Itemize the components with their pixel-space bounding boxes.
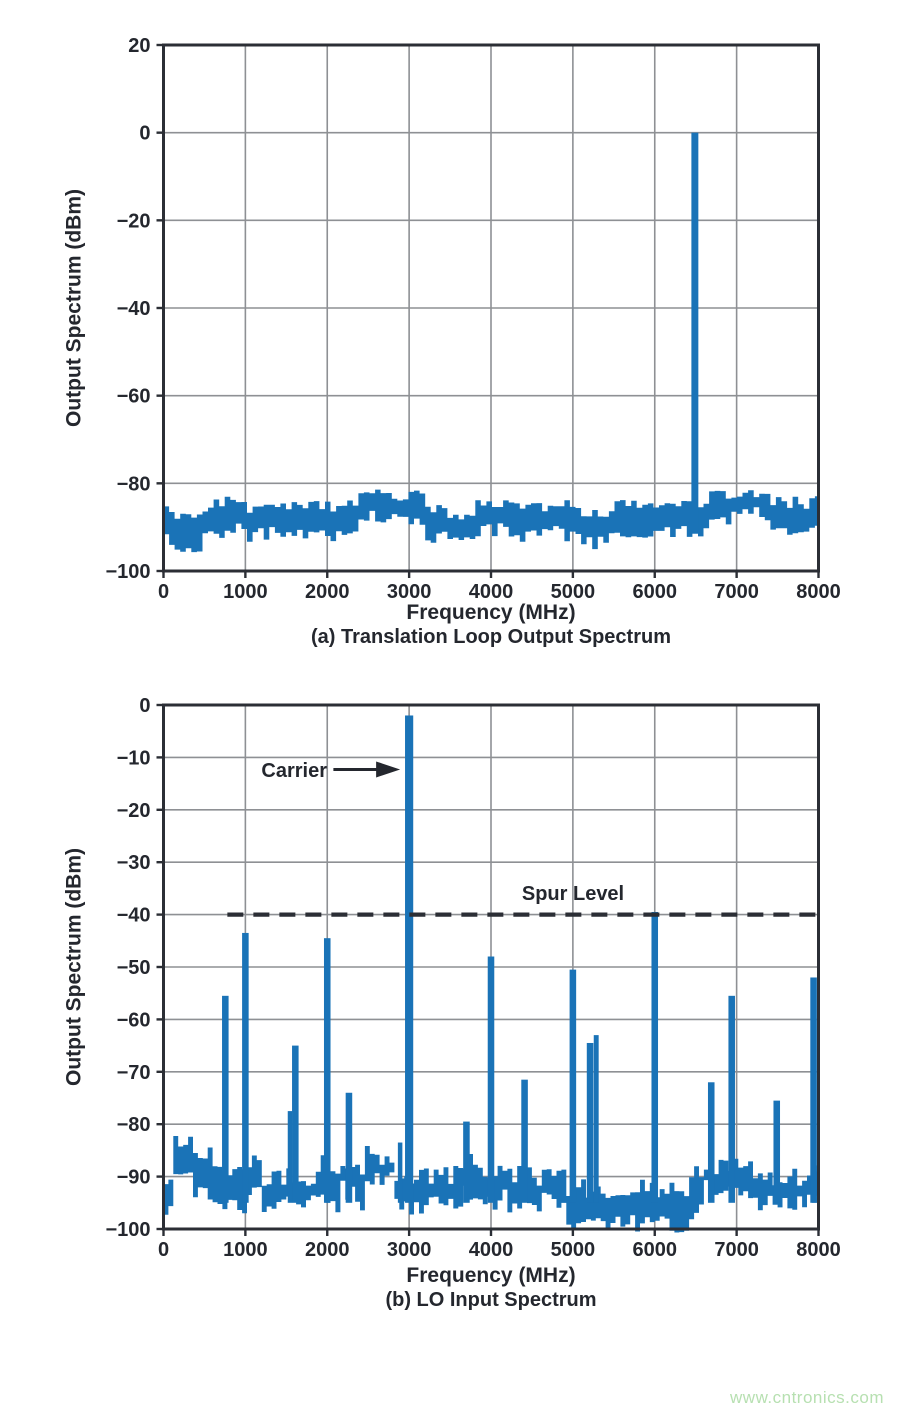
spectrum-spur <box>324 938 331 1203</box>
spectrum-spur <box>242 933 249 1203</box>
chart-a-y-axis-title: Output Spectrum (dBm) <box>62 189 86 427</box>
svg-text:−20: −20 <box>116 210 151 233</box>
chart-b-x-axis-title: Frequency (MHz) <box>406 1264 576 1287</box>
svg-text:2000: 2000 <box>305 581 350 603</box>
spectrum-spur <box>346 1093 353 1203</box>
carrier-annotation-label: Carrier <box>261 760 327 782</box>
spectrum-spur <box>773 1101 780 1203</box>
svg-text:4000: 4000 <box>468 1239 514 1261</box>
spectrum-spur <box>405 715 413 1202</box>
svg-text:−80: −80 <box>116 473 151 496</box>
svg-text:−40: −40 <box>116 298 151 320</box>
svg-text:−100: −100 <box>105 1219 151 1241</box>
svg-text:5000: 5000 <box>550 581 596 603</box>
spectrum-spur <box>651 912 658 1203</box>
svg-text:5000: 5000 <box>550 1239 596 1261</box>
svg-text:0: 0 <box>157 1239 170 1261</box>
svg-text:2000: 2000 <box>305 1239 350 1261</box>
svg-text:−60: −60 <box>116 385 151 408</box>
svg-text:6000: 6000 <box>632 1239 677 1261</box>
svg-text:−50: −50 <box>116 957 151 979</box>
svg-text:1000: 1000 <box>223 1239 268 1261</box>
spectrum-spur <box>222 996 229 1203</box>
spectrum-spur <box>292 1046 299 1203</box>
svg-text:−30: −30 <box>116 852 151 875</box>
svg-text:3000: 3000 <box>386 1239 432 1261</box>
spectrum-spur <box>587 1043 594 1203</box>
svg-text:0: 0 <box>139 695 151 717</box>
svg-text:20: 20 <box>128 35 151 57</box>
svg-text:−100: −100 <box>105 561 151 583</box>
spectrum-spur <box>398 1143 403 1203</box>
spectrum-spur <box>594 1035 599 1203</box>
spectrum-spur <box>521 1080 528 1203</box>
svg-text:7000: 7000 <box>714 581 759 603</box>
svg-text:3000: 3000 <box>386 581 432 603</box>
svg-text:−90: −90 <box>116 1166 151 1189</box>
svg-text:0: 0 <box>157 581 170 603</box>
svg-text:0: 0 <box>139 122 151 145</box>
svg-text:8000: 8000 <box>796 581 841 603</box>
svg-text:6000: 6000 <box>632 581 677 603</box>
svg-text:−20: −20 <box>116 799 151 822</box>
svg-text:−60: −60 <box>116 1009 151 1032</box>
chart-a-caption: (a) Translation Loop Output Spectrum <box>311 626 671 648</box>
chart-b-spur-bars <box>222 715 817 1202</box>
svg-text:1000: 1000 <box>223 581 268 603</box>
spur-level-annotation-label: Spur Level <box>521 883 625 905</box>
svg-text:8000: 8000 <box>796 1239 841 1261</box>
chart-a-spur-bars <box>691 133 698 534</box>
watermark-text: www.cntronics.com <box>730 1388 884 1407</box>
svg-text:−40: −40 <box>116 904 151 927</box>
spectrum-spur <box>570 970 577 1203</box>
chart-a-x-axis-title: Frequency (MHz) <box>406 601 576 624</box>
spectrum-spur <box>691 133 698 534</box>
spectrum-spur <box>810 977 817 1202</box>
chart-b-y-axis-title: Output Spectrum (dBm) <box>62 848 86 1086</box>
spectrum-spur <box>708 1082 715 1203</box>
carrier-arrow <box>333 761 400 777</box>
svg-text:−80: −80 <box>116 1114 151 1137</box>
spectrum-spur <box>288 1111 293 1203</box>
chart-b-caption: (b) LO Input Spectrum <box>385 1289 597 1311</box>
svg-text:−10: −10 <box>116 747 151 770</box>
spectrum-spur <box>463 1122 470 1203</box>
svg-text:−70: −70 <box>116 1061 151 1084</box>
spectrum-spur <box>488 957 495 1203</box>
svg-text:7000: 7000 <box>714 1239 759 1261</box>
svg-text:4000: 4000 <box>468 581 514 603</box>
spectrum-spur <box>728 996 735 1203</box>
chart-a <box>105 35 840 603</box>
